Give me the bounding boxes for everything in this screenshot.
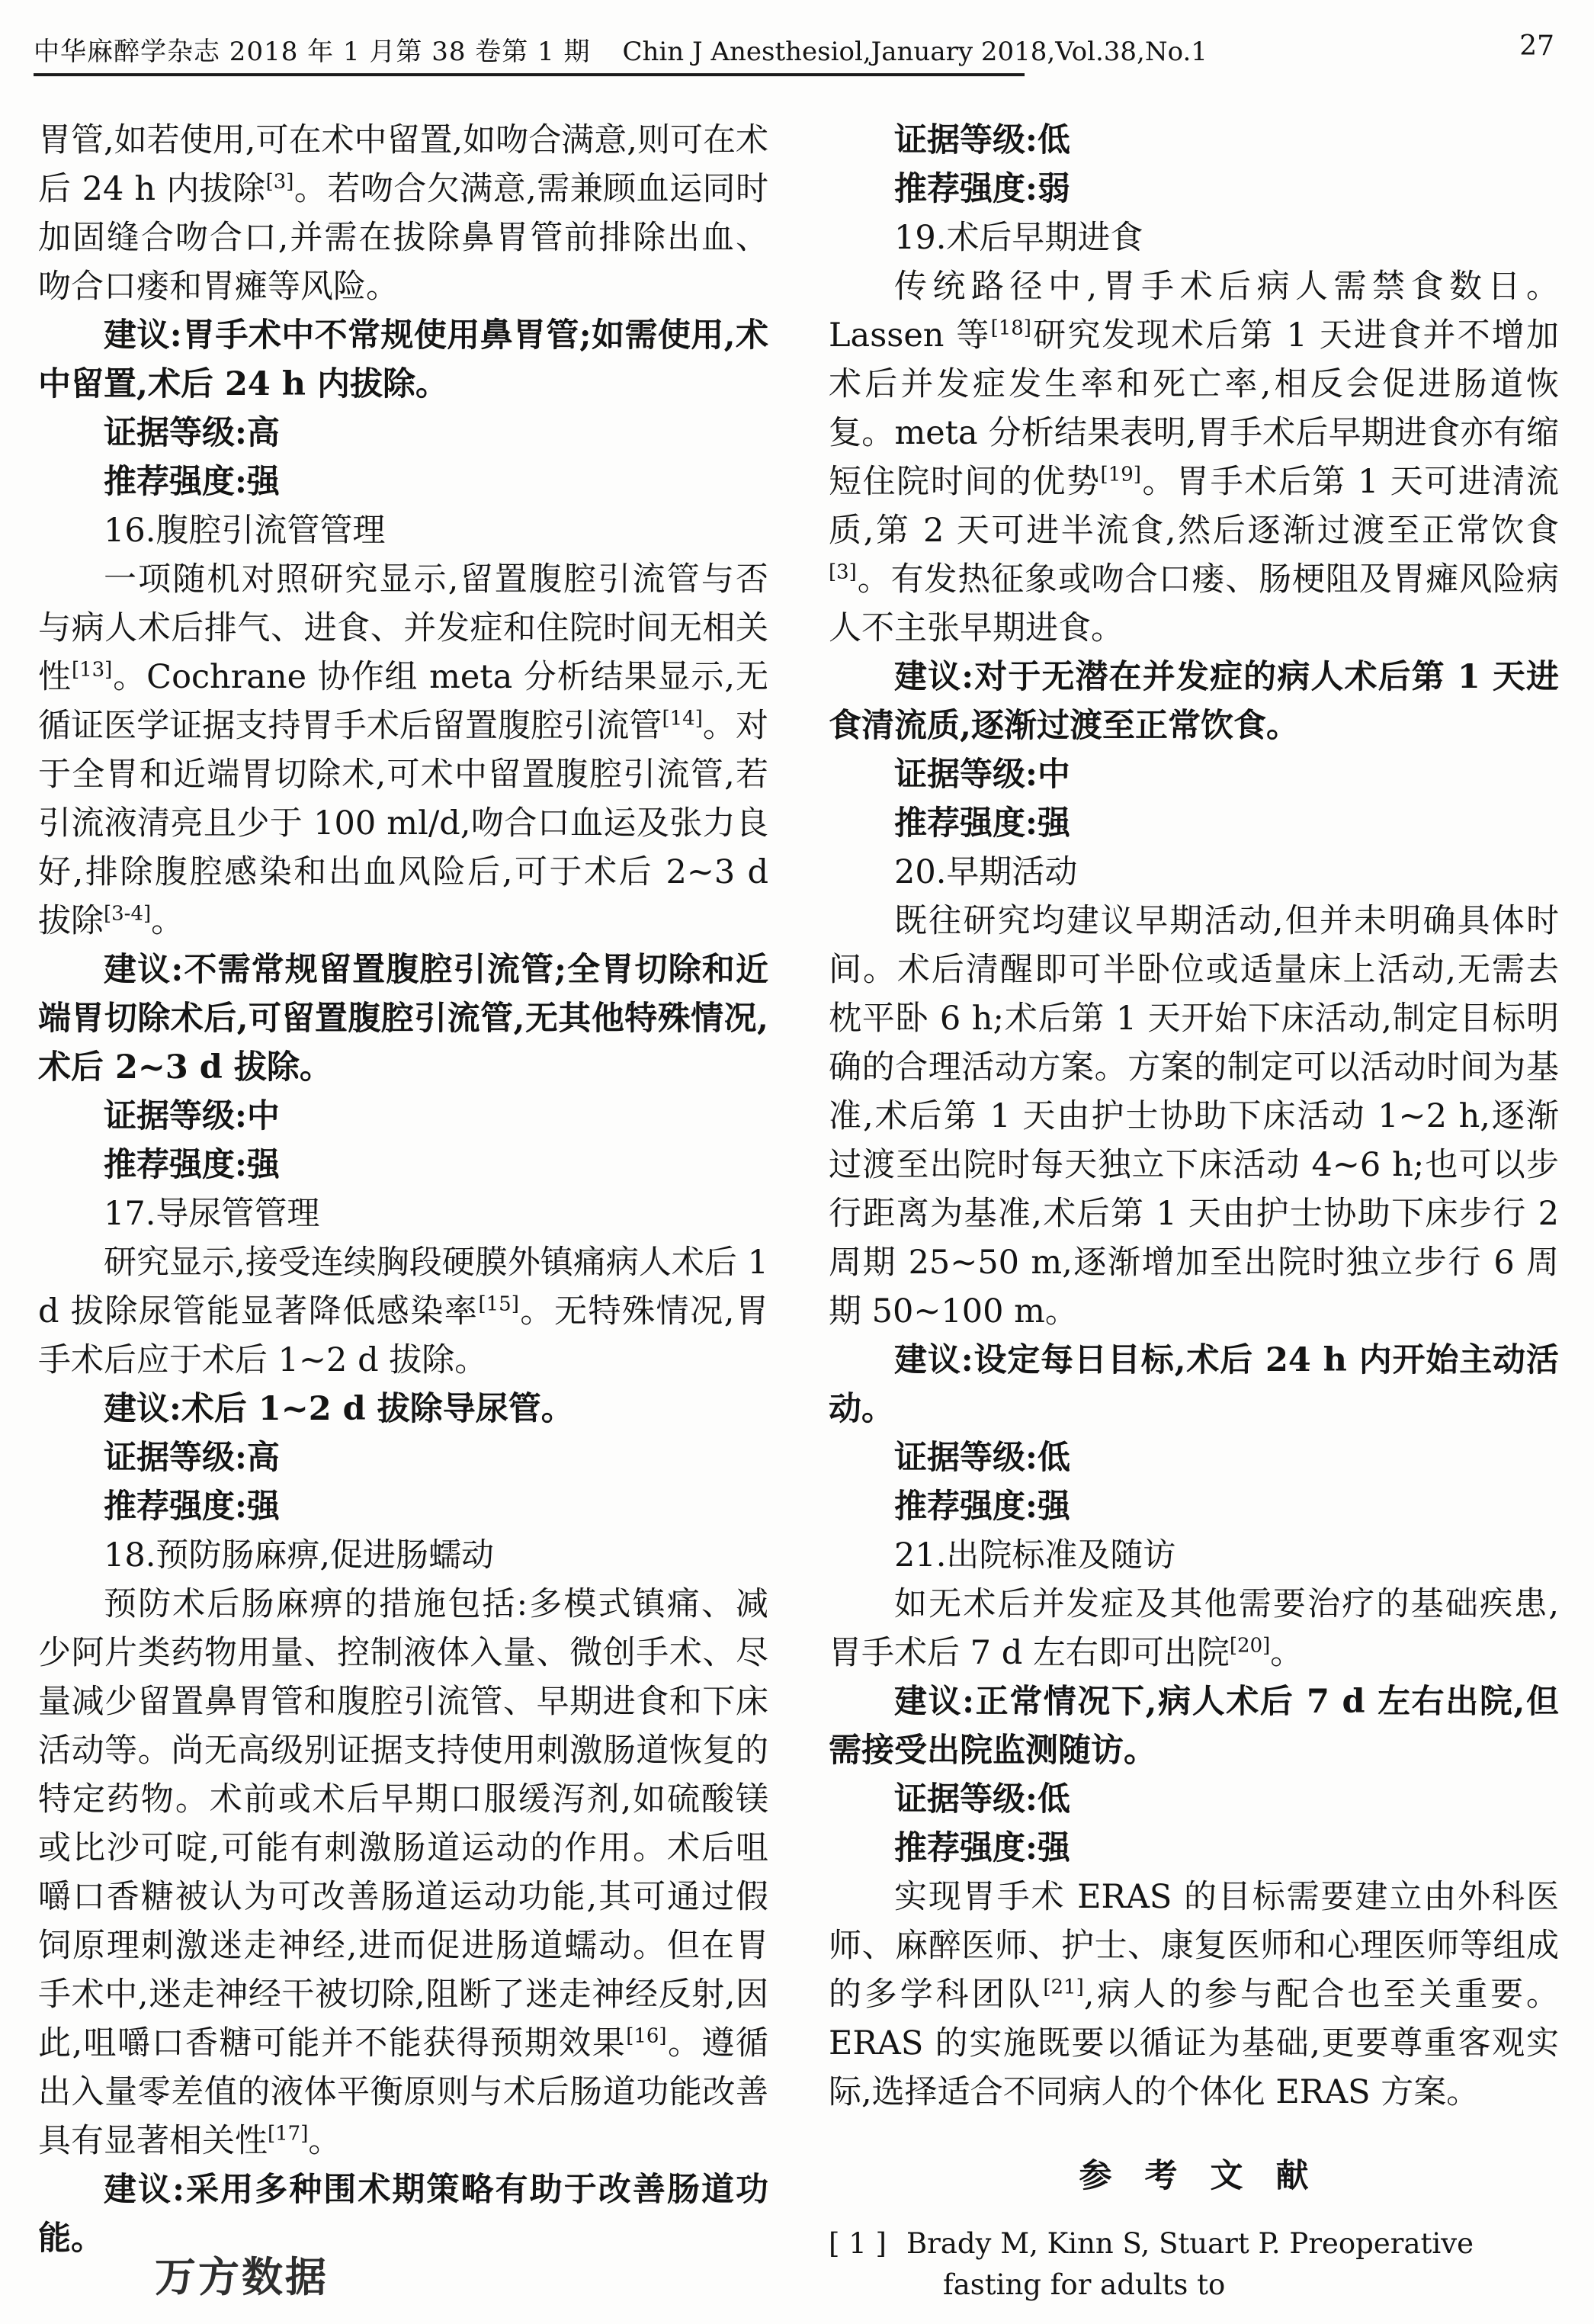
- text-run: 证据等级:中: [894, 756, 1070, 794]
- text-run: 传统路径中,胃手术后病人需禁食数日。Lassen 等: [829, 268, 1559, 355]
- text-run: 证据等级:低: [894, 1780, 1070, 1818]
- recommendation: [829, 1824, 1559, 1873]
- page-number: 27: [1519, 30, 1554, 62]
- text-run: ,病人的参与配合也至关重要。ERAS 的实施既要以循证为基础,更要尊重客观实际,选择适合不同病人的个体化 ERAS 方案。: [829, 1976, 1560, 2111]
- paragraph: [829, 262, 1559, 653]
- text-run: 研究显示,接受连续胸段硬膜外镇痛病人术后 1 d 拔除尿管能显著降低感染率: [38, 1244, 768, 1331]
- citation-ref: [3]: [829, 560, 857, 584]
- paragraph: [38, 1531, 768, 1580]
- text-run: 推荐强度:强: [104, 1146, 280, 1184]
- recommendation: [38, 311, 768, 409]
- citation-ref: [16]: [626, 2024, 667, 2048]
- text-run: 。有发热征象或吻合口瘘、肠梗阻及胃瘫风险病人不主张早期进食。: [829, 560, 1559, 647]
- text-run: 既往研究均建议早期活动,但并未明确具体时间。术后清醒即可半卧位或适量床上活动,无需去枕平卧 6 h;术后第 1 天开始下床活动,制定目标明确的合理活动方案。方案的制定可以活动时间为基准,术后第 1 天由护士协助下床活动 1~2 h,逐渐过渡至出院时每天独立下床活动 4~6 h;也可以步行距离为基准,术后第 1 天由护士协助下床步行 2 周期 25~50 m,逐渐增加至出院时独立步行 6 周期 50~100 m。: [829, 902, 1559, 1331]
- citation-ref: [3-4]: [104, 902, 152, 926]
- recommendation: [829, 1433, 1559, 1482]
- text-run: 预防术后肠麻痹的措施包括:多模式镇痛、减少阿片类药物用量、控制液体入量、微创手术、尽量减少留置鼻胃管和腹腔引流管、早期进食和下床活动等。尚无高级别证据支持使用刺激肠道恢复的特定药物。术前或术后早期口服缓泻剂,如硫酸镁或比沙可啶,可能有刺激肠道运动的作用。术后咀嚼口香糖被认为可改善肠道运动功能,其可通过假饲原理刺激迷走神经,进而促进肠道蠕动。但在胃手术中,迷走神经干被切除,阻断了迷走神经反射,因此,咀嚼口香糖可能并不能获得预期效果: [38, 1585, 768, 2062]
- text-run: 一项随机对照研究显示,留置腹腔引流管与否与病人术后排气、进食、并发症和住院时间无相关性: [38, 560, 768, 696]
- text-run: 建议:对于无潜在并发症的病人术后第 1 天进食清流质,逐渐过渡至正常饮食。: [829, 658, 1559, 745]
- citation-ref: [14]: [662, 707, 703, 730]
- recommendation: [38, 1433, 768, 1482]
- recommendation: [829, 116, 1559, 165]
- recommendation: [829, 1482, 1559, 1531]
- paragraph: [829, 848, 1559, 897]
- recommendation: [829, 799, 1559, 848]
- recommendation: [829, 1775, 1559, 1824]
- text-run: 推荐强度:强: [894, 1488, 1070, 1526]
- citation-ref: [19]: [1100, 463, 1141, 486]
- text-run: 建议:胃手术中不常规使用鼻胃管;如需使用,术中留置,术后 24 h 内拔除。: [38, 316, 768, 403]
- recommendation: [829, 1677, 1559, 1775]
- text-run: 建议:术后 1~2 d 拔除导尿管。: [104, 1390, 574, 1428]
- text-run: 18.预防肠麻痹,促进肠蠕动: [104, 1536, 495, 1574]
- recommendation: [38, 409, 768, 457]
- text-run: 证据等级:中: [104, 1097, 280, 1135]
- paragraph: [38, 506, 768, 555]
- citation-ref: [13]: [71, 658, 113, 682]
- citation-ref: [15]: [478, 1292, 519, 1316]
- text-run: 。无特殊情况,胃手术后应于术后 1~2 d 拔除。: [38, 1292, 768, 1379]
- reference-label: [ 1 ]: [829, 2227, 887, 2260]
- citation-ref: [17]: [268, 2122, 309, 2146]
- paragraph: [829, 1531, 1559, 1580]
- journal-title-en: Chin J Anesthesiol,January 2018,Vol.38,No.1: [622, 37, 1208, 67]
- text-run: 20.早期活动: [894, 853, 1078, 891]
- reference-item: [829, 2223, 1559, 2306]
- paragraph: [38, 1580, 768, 2165]
- text-run: 19.术后早期进食: [894, 219, 1143, 257]
- text-run: 证据等级:高: [104, 1439, 280, 1477]
- recommendation: [38, 1482, 768, 1531]
- recommendation: [38, 457, 768, 506]
- journal-title-cn: 中华麻醉学杂志 2018 年 1 月第 38 卷第 1 期: [34, 37, 591, 67]
- text-run: 16.腹腔引流管管理: [104, 512, 386, 550]
- citation-ref: [20]: [1229, 1634, 1271, 1658]
- text-run: 推荐强度:强: [894, 804, 1070, 843]
- references-heading: 参 考 文 献: [1079, 2157, 1309, 2195]
- paragraph: [829, 213, 1559, 262]
- text-run: 建议:采用多种围术期策略有助于改善肠道功能。: [38, 2171, 768, 2258]
- text-run: 。遵循出入量零差值的液体平衡原则与术后肠道功能改善具有显著相关性: [38, 2024, 769, 2160]
- left-column: [38, 116, 768, 2263]
- page-header: [34, 30, 1560, 68]
- citation-ref: [18]: [990, 316, 1031, 340]
- paragraph: [38, 1189, 768, 1238]
- paragraph: [829, 1873, 1559, 2117]
- wanfang-watermark: 万方数据: [155, 2253, 329, 2301]
- recommendation: [38, 1092, 768, 1141]
- recommendation: [38, 1141, 768, 1189]
- paragraph: [38, 116, 768, 311]
- recommendation: [829, 1336, 1559, 1433]
- text-run: 推荐强度:弱: [894, 170, 1070, 208]
- text-run: 21.出院标准及随访: [894, 1536, 1176, 1574]
- recommendation: [829, 653, 1559, 750]
- recommendation: [38, 1385, 768, 1433]
- text-run: 。: [151, 902, 184, 940]
- paragraph: [38, 1238, 768, 1385]
- right-column: [829, 116, 1559, 2306]
- text-run: 证据等级:高: [104, 414, 280, 452]
- text-run: 胃管,如若使用,可在术中留置,如吻合满意,则可在术后 24 h 内拔除: [38, 121, 768, 208]
- text-run: 。对于全胃和近端胃切除术,可术中留置腹腔引流管,若引流液清亮且少于 100 ml/d,吻合口血运及张力良好,排除腹腔感染和出血风险后,可于术后 2~3 d 拔除: [38, 707, 769, 940]
- text-run: 推荐强度:强: [894, 1829, 1070, 1867]
- text-run: 推荐强度:强: [104, 1488, 280, 1526]
- text-run: 建议:设定每日目标,术后 24 h 内开始主动活动。: [829, 1341, 1559, 1428]
- reference-text: Brady M, Kinn S, Stuart P. Preoperative fasting for adults to: [906, 2227, 1474, 2301]
- text-run: 17.导尿管管理: [104, 1195, 320, 1233]
- header-rule: [34, 73, 1025, 76]
- text-run: 。Cochrane 协作组 meta 分析结果显示,无循证医学证据支持胃手术后留置腹腔引流管: [38, 658, 768, 745]
- paragraph: [829, 1580, 1559, 1677]
- citation-ref: [21]: [1043, 1976, 1084, 1999]
- text-run: 。若吻合欠满意,需兼顾血运同时加固缝合吻合口,并需在拔除鼻胃管前排除出血、吻合口瘘和胃瘫等风险。: [38, 170, 768, 306]
- text-run: 如无术后并发症及其他需要治疗的基础疾患,胃手术后 7 d 左右即可出院: [829, 1585, 1559, 1672]
- text-run: 建议:不需常规留置腹腔引流管;全胃切除和近端胃切除术后,可留置腹腔引流管,无其他特殊情况,术后 2~3 d 拔除。: [38, 951, 768, 1087]
- citation-ref: [3]: [265, 170, 294, 194]
- text-run: 。: [1270, 1634, 1304, 1672]
- text-run: 建议:正常情况下,病人术后 7 d 左右出院,但需接受出院监测随访。: [829, 1683, 1559, 1770]
- text-run: 证据等级:低: [894, 121, 1070, 159]
- text-run: 实现胃手术 ERAS 的目标需要建立由外科医师、麻醉医师、护士、康复医师和心理医师等组成的多学科团队: [829, 1878, 1559, 2014]
- text-run: 推荐强度:强: [104, 463, 280, 501]
- recommendation: [38, 945, 768, 1092]
- paragraph: [829, 897, 1559, 1336]
- recommendation: [829, 750, 1559, 799]
- paragraph: [38, 555, 768, 945]
- text-run: 。: [308, 2122, 342, 2160]
- recommendation: [829, 165, 1559, 213]
- recommendation: [38, 2165, 768, 2263]
- text-run: 。胃手术后第 1 天可进清流质,第 2 天可进半流食,然后逐渐过渡至正常饮食: [829, 463, 1559, 550]
- text-run: 研究发现术后第 1 天进食并不增加术后并发症发生率和死亡率,相反会促进肠道恢复。meta 分析结果表明,胃手术后早期进食亦有缩短住院时间的优势: [829, 316, 1559, 501]
- text-run: 证据等级:低: [894, 1439, 1070, 1477]
